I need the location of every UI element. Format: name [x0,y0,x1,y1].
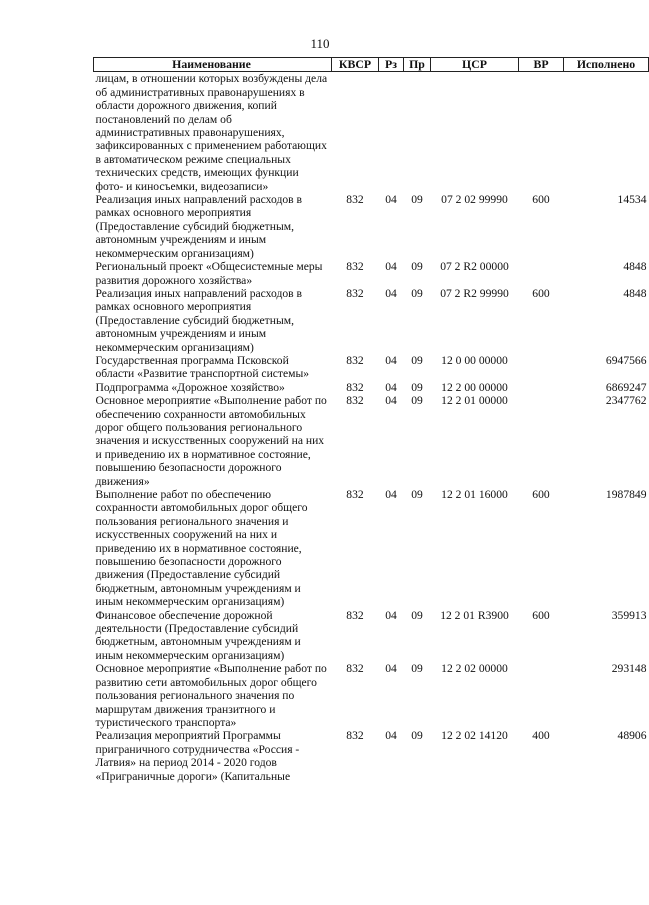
row-kvsr: 832 [346,286,364,300]
row-csr: 12 2 00 00000 [441,380,508,394]
row-amount: 6869247 [605,380,647,394]
row-kvsr: 832 [346,729,364,743]
row-amount: 4848 [623,260,647,274]
table-row [94,381,649,394]
table-row [94,394,649,488]
header-name: Наименование [94,58,332,72]
row-rz: 04 [385,662,397,676]
row-rz: 04 [385,488,397,501]
row-csr [431,72,519,193]
row-vr [519,354,564,381]
row-pr: 09 [411,260,423,274]
table-row [94,287,649,354]
row-vr [519,260,564,287]
table-row [94,354,649,381]
row-amount: 359913 [611,608,647,622]
row-pr: 09 [411,488,423,501]
row-vr: 600 [532,193,550,207]
row-csr: 12 2 01 R3900 [440,608,509,622]
row-csr: 12 2 02 14120 [441,729,508,743]
row-name: Государственная программа Псковской области «Развитие транспортной системы» [95,353,310,381]
row-name: Реализация мероприятий Программы приграничного сотрудничества «Россия - Латвия» на период 2014 - 2020 годов «Приграничные дороги» (Капитальные [95,729,300,783]
row-pr: 09 [411,608,423,622]
row-pr: 09 [411,394,423,408]
row-vr: 600 [532,488,550,501]
row-kvsr: 832 [346,193,364,207]
row-rz: 04 [385,380,397,394]
table-row [94,72,649,193]
row-csr: 12 0 00 00000 [441,353,508,367]
row-name: Основное мероприятие «Выполнение работ по обеспечению сохранности автомобильных дорог общего пользования регионального значения и искусственных сооружений на них и приведению их в нормативное состояние, повышению безопасности дорожного движения» [95,394,327,488]
row-pr: 09 [411,380,423,394]
row-kvsr: 832 [346,662,364,676]
row-kvsr: 832 [346,608,364,622]
table-row [94,729,649,783]
row-vr: 600 [532,286,550,300]
row-csr: 12 2 01 16000 [441,488,508,501]
row-csr: 07 2 02 99990 [441,193,508,207]
row-rz: 04 [385,286,397,300]
row-pr [404,72,431,193]
row-amount [564,72,649,193]
row-vr [519,394,564,488]
row-name: Региональный проект «Общесистемные меры развития дорожного хозяйства» [95,260,323,287]
row-rz: 04 [385,608,397,622]
row-vr: 400 [532,729,550,743]
row-amount: 2347762 [605,394,647,408]
row-csr: 07 2 R2 99990 [440,286,509,300]
table-body [94,72,649,783]
row-rz: 04 [385,394,397,408]
row-kvsr: 832 [346,353,364,367]
header-amount: Исполнено [564,58,649,72]
row-amount: 293148 [611,662,647,676]
row-csr: 12 2 02 00000 [441,662,508,676]
row-amount: 14534 [617,193,647,207]
row-name: Финансовое обеспечение дорожной деятельности (Предоставление субсидий бюджетным, автономным учреждениям и иным некоммерческим организациям) [95,608,301,662]
row-name: Реализация иных направлений расходов в рамках основного мероприятия (Предоставление субсидий бюджетным, автономным учреждениям и иным некоммерческим организациям) [95,193,302,260]
row-name: лицам, в отношении которых возбуждены дела об административных правонарушениях в области дорожного движения, копий постановлений по делам об административных правонарушениях, зафиксированных с применением работающих в автоматическом режиме специальных технических средств, имеющих функции фото- и киносъемки, видеозаписи» [95,72,328,193]
row-vr [519,381,564,394]
row-kvsr: 832 [346,380,364,394]
table-row [94,609,649,663]
header-rz: Рз [379,58,404,72]
budget-table [93,57,649,783]
row-pr: 09 [411,353,423,367]
row-rz: 04 [385,729,397,743]
row-name: Реализация иных направлений расходов в рамках основного мероприятия (Предоставление субсидий бюджетным, автономным учреждениям и иным некоммерческим организациям) [95,286,302,354]
row-pr: 09 [411,662,423,676]
header-csr: ЦСР [431,58,519,72]
row-rz [379,72,404,193]
row-name: Выполнение работ по обеспечению сохранности автомобильных дорог общего пользования регионального значения и искусственных сооружений на них и приведению их в нормативное состояние, повышению безопасности дорожного движения (Предоставление субсидий бюджетным, автономным учреждениям и иным некоммерческим организациям) [95,488,308,609]
row-kvsr: 832 [346,394,364,408]
table-row [94,260,649,287]
table-row [94,193,649,260]
row-vr: 600 [532,608,550,622]
row-csr: 07 2 R2 00000 [440,260,509,274]
header-kvsr: КВСР [332,58,379,72]
row-vr [519,72,564,193]
page-number: 110 [310,36,330,51]
table-header-row [94,58,649,72]
row-amount: 4848 [623,286,647,300]
row-rz: 04 [385,193,397,207]
table-row [94,488,649,609]
row-amount: 48906 [617,729,647,743]
row-rz: 04 [385,260,397,274]
header-pr: Пр [404,58,431,72]
row-name: Подпрограмма «Дорожное хозяйство» [95,380,285,394]
table-row [94,662,649,729]
row-vr [519,662,564,729]
row-amount: 6947566 [605,353,647,367]
row-kvsr: 832 [346,488,364,501]
row-rz: 04 [385,353,397,367]
row-pr: 09 [411,193,423,207]
header-vr: ВР [519,58,564,72]
row-kvsr: 832 [346,260,364,274]
row-pr: 09 [411,729,423,743]
row-amount: 1987849 [605,488,647,501]
row-name: Основное мероприятие «Выполнение работ по развитию сети автомобильных дорог общего пользования регионального значения по маршрутам движения транзитного и туристического транспорта» [95,662,327,729]
row-csr: 12 2 01 00000 [441,394,508,408]
row-kvsr [332,72,379,193]
row-pr: 09 [411,286,423,300]
